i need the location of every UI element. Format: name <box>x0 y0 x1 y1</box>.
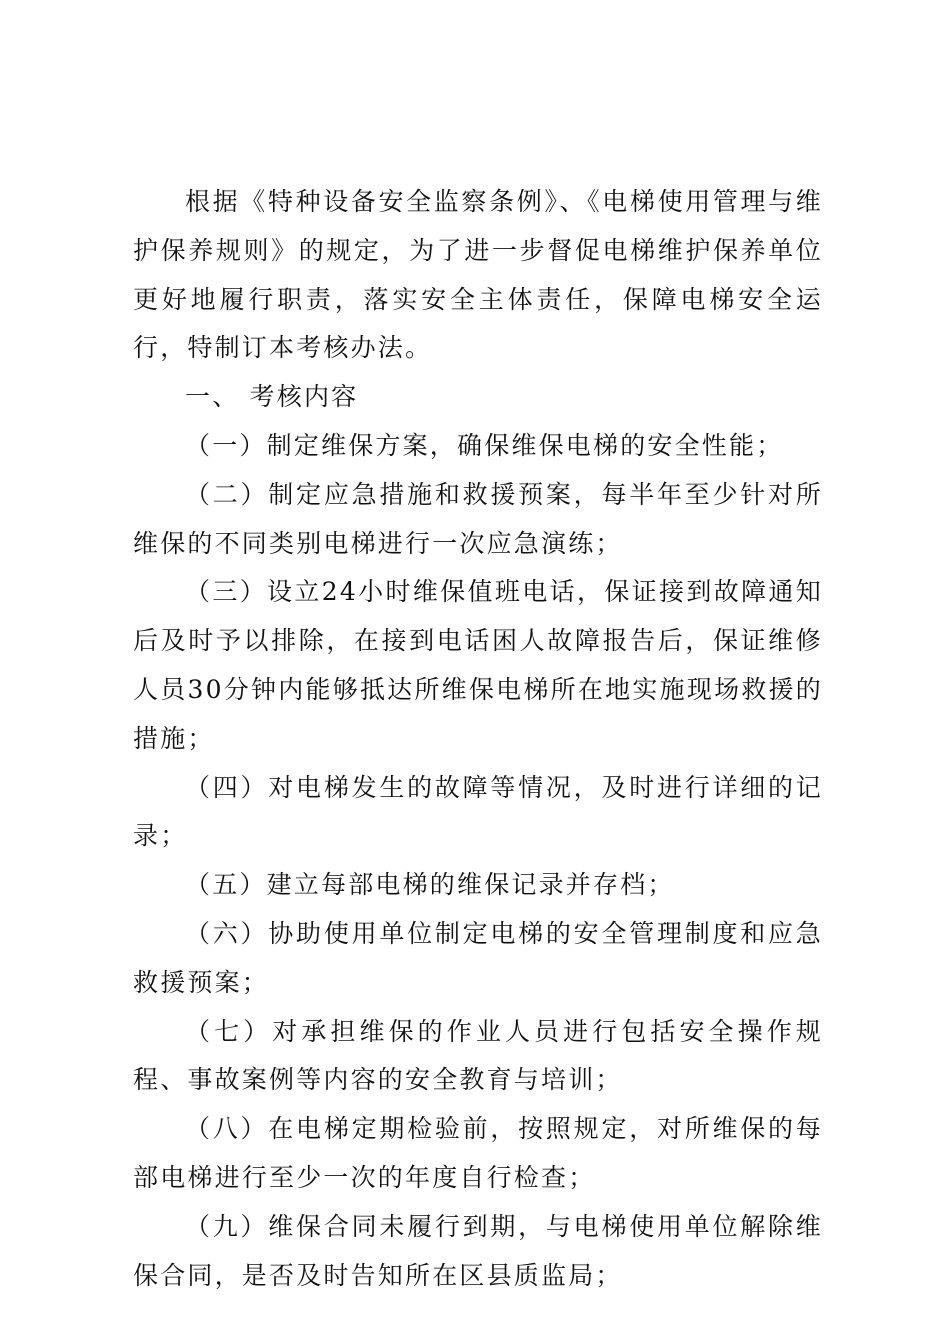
list-item-5: （五）建立每部电梯的维保记录并存档； <box>185 870 675 900</box>
list-item-8: （八）在电梯定期检验前，按照规定，对所维保的每部电梯进行至少一次的年度自行检查； <box>133 1114 823 1192</box>
section-heading: 一、 考核内容 <box>185 382 359 412</box>
document-body <box>133 178 823 1300</box>
list-item-9: （九）维保合同未履行到期，与电梯使用单位解除维保合同，是否及时告知所在区县质监局； <box>133 1211 823 1290</box>
list-item-6: （六）协助使用单位制定电梯的安全管理制度和应急救援预案； <box>133 918 823 997</box>
list-item-3: （三）设立24小时维保值班电话，保证接到故障通知后及时予以排除，在接到电话困人故障报告后，保证维修人员30分钟内能够抵达所维保电梯所在地实施现场救援的措施； <box>133 577 823 753</box>
list-item-7: （七）对承担维保的作业人员进行包括安全操作规程、事故案例等内容的安全教育与培训； <box>133 1016 823 1095</box>
list-item-4: （四）对电梯发生的故障等情况，及时进行详细的记录； <box>133 772 823 851</box>
list-item-1: （一）制定维保方案，确保维保电梯的安全性能； <box>185 430 784 460</box>
list-item-2: （二）制定应急措施和救援预案，每半年至少针对所维保的不同类别电梯进行一次应急演练； <box>133 479 823 558</box>
intro-paragraph: 根据《特种设备安全监察条例》、《电梯使用管理与维护保养规则》的规定，为了进一步督促电梯维护保养单位更好地履行职责，落实安全主体责任，保障电梯安全运行，特制订本考核办法。 <box>133 187 823 363</box>
